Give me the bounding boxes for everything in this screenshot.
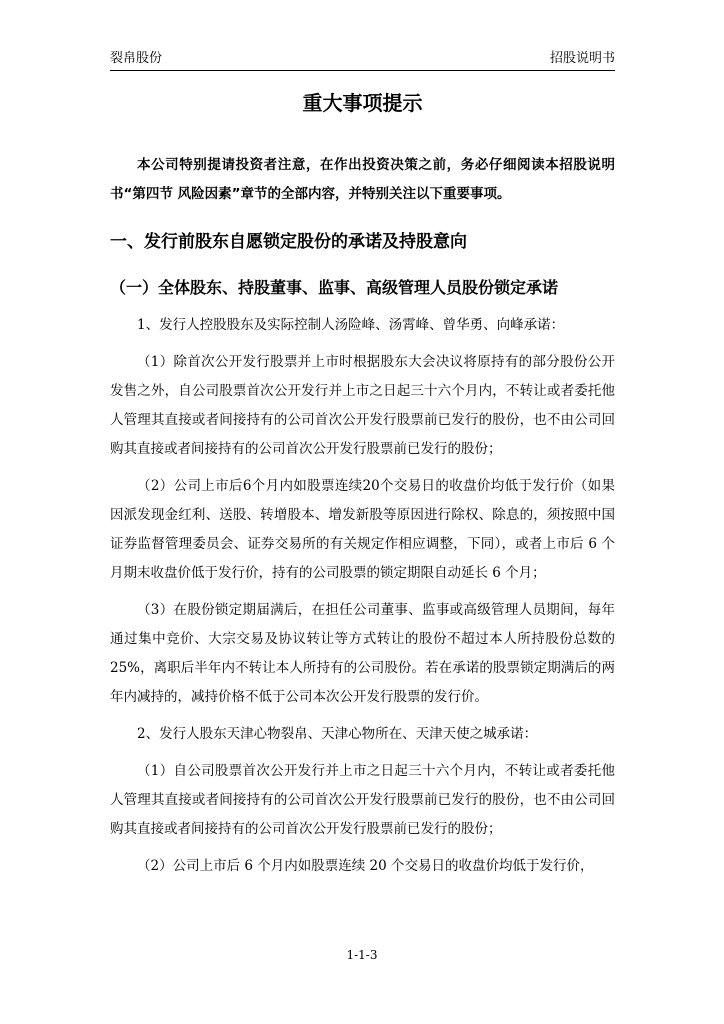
paragraph-shareholder-commitment: 2、发行人股东天津心物裂帛、天津心物所在、天津天使之城承诺：: [137, 726, 538, 742]
subsection-heading: （一）全体股东、持股董事、监事、高级管理人员股份锁定承诺: [110, 278, 559, 297]
paragraph-item-1: （1）除首次公开发行股票并上市时根据股东大会决议将原持有的部分股份公开发售之外，自公司股票首次公开发行并上市之日起三十六个月内，不转让或者委托他人管理其直接或者间接持有的公司首次公开发行股票前已发行的股份，也不由公司回购其直接或者间接持有的公司首次公开发行股票前已发行的股份；: [110, 354, 615, 457]
page-header: [110, 48, 615, 71]
page-content: [110, 88, 615, 889]
intro-paragraph: 本公司特别提请投资者注意，在作出投资决策之前，务必仔细阅读本招股说明书“第四节 风险因素”章节的全部内容，并特别关注以下重要事项。: [110, 157, 615, 202]
paragraph-item-3: （3）在股份锁定期届满后，在担任公司董事、监事或高级管理人员期间，每年通过集中竞价、大宗交易及协议转让等方式转让的股份不超过本人所持股份总数的25%，离职后半年内不转让本人所持有的公司股份。若在承诺的股票锁定期满后的两年内减持的，减持价格不低于公司本次公开发行股票的发行价。: [110, 602, 615, 705]
page-title: 重大事项提示: [302, 91, 423, 115]
paragraph-shareholder-item-1: （1）自公司股票首次公开发行并上市之日起三十六个月内，不转让或者委托他人管理其直接或者间接持有的公司首次公开发行股票前已发行的股份，也不由公司回购其直接或者间接持有的公司首次公开发行股票前已发行的股份；: [110, 763, 615, 837]
header-document-type: 招股说明书: [549, 51, 615, 66]
paragraph-controller-commitment: 1、发行人控股股东及实际控制人汤险峰、汤霄峰、曾华勇、向峰承诺：: [137, 317, 565, 333]
paragraph-item-2: （2）公司上市后6个月内如股票连续20个交易日的收盘价均低于发行价（如果因派发现金红利、送股、转增股本、增发新股等原因进行除权、除息的，须按照中国证券监督管理委员会、证券交易所的有关规定作相应调整，下同），或者上市后 6 个月期末收盘价低于发行价，持有的公司股票的锁定期限自动延长 6 个月；: [110, 478, 615, 581]
header-company-name: 裂帛股份: [110, 51, 163, 66]
paragraph-shareholder-item-2: （2）公司上市后 6 个月内如股票连续 20 个交易日的收盘价均低于发行价，: [137, 858, 594, 874]
page-number: 1-1-3: [346, 948, 378, 962]
section-heading: 一、发行前股东自愿锁定股份的承诺及持股意向: [110, 232, 467, 252]
